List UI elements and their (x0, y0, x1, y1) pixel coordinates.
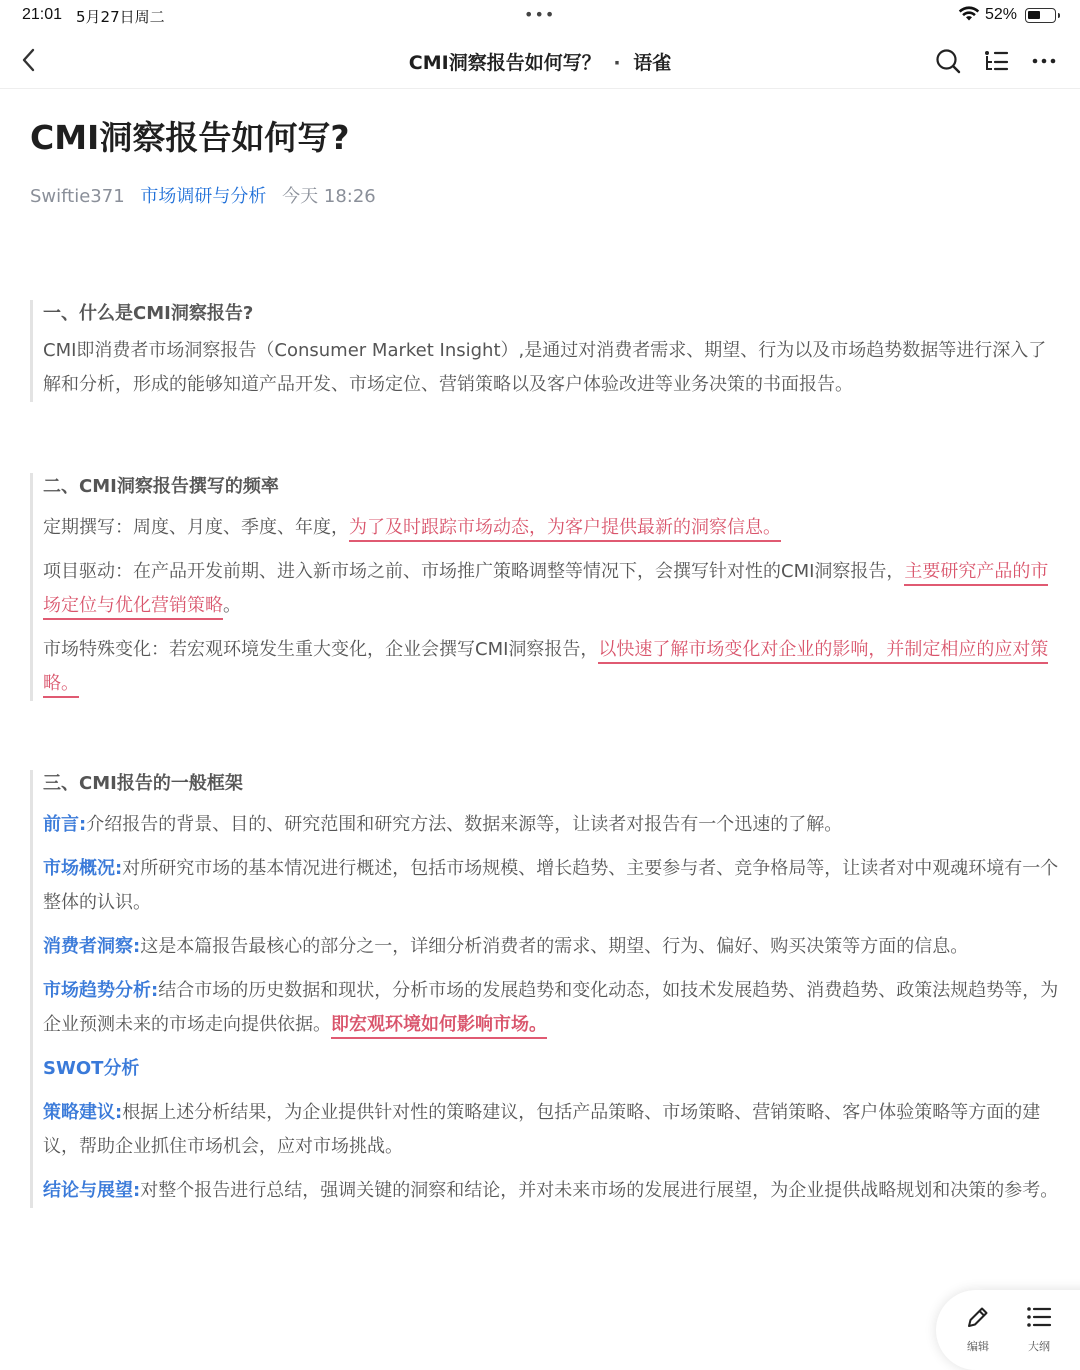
outline-list-icon (982, 47, 1010, 75)
floating-toolbar (936, 1290, 1080, 1370)
highlight-text: 以快速了解市场变化对企业的影响，并制定相应的应对策略。 (43, 639, 1048, 698)
edit-button[interactable] (958, 1302, 998, 1354)
section-framework (30, 770, 1060, 1208)
outline-button[interactable] (1019, 1302, 1059, 1354)
battery-icon (1025, 8, 1056, 23)
term-label: 策略建议: (43, 1102, 123, 1123)
pencil-icon (963, 1302, 993, 1332)
paragraph: CMI即消费者市场洞察报告（Consumer Market Insight）,是通过对消费者需求、期望、行为以及市场趋势数据等进行深入了解和分析，形成的能够知道产品开发、市场定位、营销策略以及客户体验改进等业务决策的书面报告。 (43, 340, 1047, 395)
nav-title-text: CMI洞察报告如何写？ (408, 52, 601, 74)
list-item (43, 1052, 1060, 1086)
paragraph-text: 项目驱动：在产品开发前期、进入新市场之前、市场推广策略调整等情况下，会撰写针对性的CMI洞察报告， (43, 561, 905, 582)
list-item (43, 852, 1060, 920)
nav-title-separator: · (613, 52, 621, 74)
section-heading: 一、什么是CMI洞察报告? (43, 303, 254, 324)
doc-title: CMI洞察报告如何写? (30, 118, 350, 157)
section-what-is-cmi (30, 300, 1060, 402)
author-name[interactable]: Swiftie371 (30, 186, 125, 207)
term-text: 根据上述分析结果，为企业提供针对性的策略建议，包括产品策略、市场策略、营销策略、客户体验策略等方面的建议，帮助企业抓住市场机会，应对市场挑战。 (43, 1102, 1041, 1157)
highlight-text: 主要研究产品的市场定位与优化营销策略 (43, 561, 1048, 620)
wifi-icon (958, 6, 980, 26)
more-button[interactable] (1030, 47, 1058, 75)
highlight-text: 即宏观环境如何影响市场。 (331, 1014, 547, 1039)
term-label: 消费者洞察: (43, 936, 141, 957)
outline-label: 大纲 (1028, 1340, 1050, 1353)
more-icon (1030, 47, 1058, 75)
list-item (43, 1096, 1060, 1164)
term-label: 前言: (43, 814, 87, 835)
search-button[interactable] (934, 47, 962, 75)
status-bar (0, 0, 1080, 32)
nav-title (0, 48, 1080, 75)
section-heading: 三、CMI报告的一般框架 (43, 773, 243, 794)
paragraph-regular (43, 511, 1060, 545)
multitasking-dots[interactable]: ••• (524, 5, 556, 24)
doc-meta (30, 182, 376, 208)
toc-button[interactable] (982, 47, 1010, 75)
doc-timestamp: 今天 18:26 (282, 186, 376, 207)
term-text: 对所研究市场的基本情况进行概述，包括市场规模、增长趋势、主要参与者、竞争格局等，让读者对中观魂环境有一个整体的认识。 (43, 858, 1059, 913)
term-text: 对整个报告进行总结，强调关键的洞察和结论，并对未来市场的发展进行展望，为企业提供战略规划和决策的参考。 (140, 1180, 1059, 1201)
list-icon (1024, 1302, 1054, 1332)
nav-bar (0, 32, 1080, 89)
term-label: 市场趋势分析: (43, 980, 159, 1001)
status-time: 21:01 (22, 6, 63, 23)
highlight-text: 为了及时跟踪市场动态，为客户提供最新的洞察信息。 (349, 517, 781, 542)
battery-fill (1028, 11, 1040, 19)
term-text: 这是本篇报告最核心的部分之一，详细分析消费者的需求、期望、行为、偏好、购买决策等方面的信息。 (140, 936, 969, 957)
term-text: 结合市场的历史数据和现状，分析市场的发展趋势和变化动态，如技术发展趋势、消费趋势、政策法规趋势等，为企业预测未来的市场走向提供依据。 (43, 980, 1059, 1035)
status-date: 5月27日周二 (76, 8, 165, 26)
list-item (43, 974, 1060, 1042)
knowledge-base-link[interactable]: 市场调研与分析 (140, 186, 267, 207)
paragraph-text: 市场特殊变化：若宏观环境发生重大变化，企业会撰写CMI洞察报告， (43, 639, 599, 660)
battery-percent: 52% (985, 6, 1018, 23)
paragraph-special (43, 633, 1060, 701)
list-item (43, 1174, 1060, 1208)
section-frequency (30, 473, 1060, 701)
term-label: 市场概况: (43, 858, 123, 879)
paragraph-project (43, 555, 1060, 623)
term-label: 结论与展望: (43, 1180, 141, 1201)
section-heading: 二、CMI洞察报告撰写的频率 (43, 476, 279, 497)
list-item (43, 930, 1060, 964)
paragraph-text: 。 (223, 595, 241, 616)
term-text: 介绍报告的背景、目的、研究范围和研究方法、数据来源等，让读者对报告有一个迅速的了解。 (86, 814, 843, 835)
search-icon (934, 47, 962, 75)
nav-app-name: 语雀 (633, 52, 672, 74)
term-label: SWOT分析 (43, 1058, 140, 1079)
paragraph-text: 定期撰写：周度、月度、季度、年度， (43, 517, 349, 538)
edit-label: 编辑 (967, 1340, 989, 1353)
list-item (43, 808, 1060, 842)
